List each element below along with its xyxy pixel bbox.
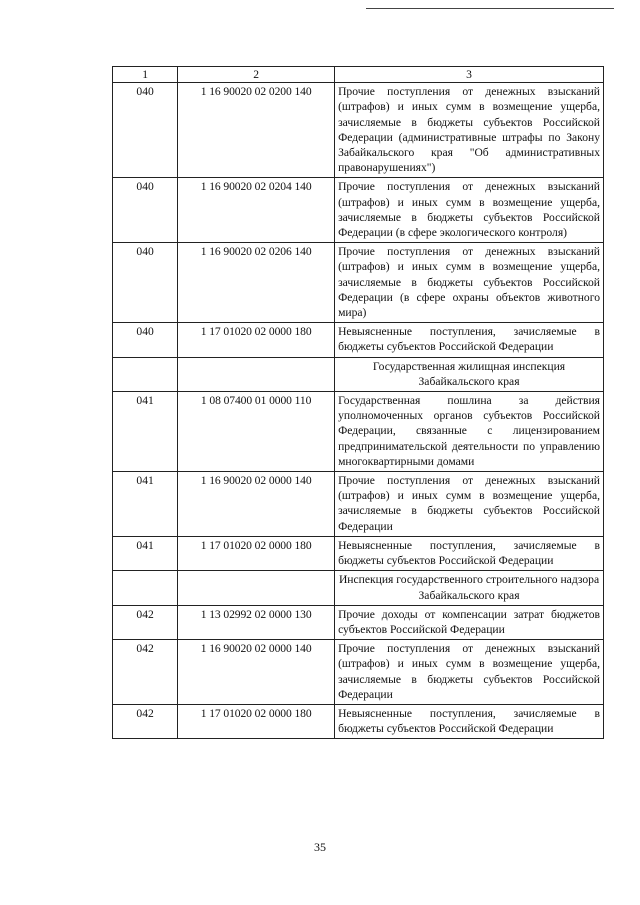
revenue-name-cell: Прочие доходы от компенсации затрат бюджетов субъектов Российской Федерации <box>335 605 604 639</box>
admin-code-cell: 040 <box>113 83 178 178</box>
section-empty-cell <box>178 571 335 605</box>
admin-code-cell: 040 <box>113 323 178 357</box>
revenue-code-cell: 1 17 01020 02 0000 180 <box>178 323 335 357</box>
revenue-name-cell: Невыясненные поступления, зачисляемые в бюджеты субъектов Российской Федерации <box>335 323 604 357</box>
revenue-code-cell: 1 16 90020 02 0200 140 <box>178 83 335 178</box>
revenue-name-cell: Государственная пошлина за действия уполномоченных органов субъектов Российской Федерации, связанные с лицензированием предпринимательской деятельности по управлению многоквартирными домами <box>335 392 604 472</box>
revenue-code-cell: 1 17 01020 02 0000 180 <box>178 536 335 570</box>
revenue-name-cell: Прочие поступления от денежных взысканий (штрафов) и иных сумм в возмещение ущерба, зачисляемые в бюджеты субъектов Российской Федерации <box>335 640 604 705</box>
admin-code-cell: 041 <box>113 536 178 570</box>
page-number: 35 <box>314 840 326 854</box>
header-col-3: 3 <box>335 67 604 83</box>
section-row <box>113 357 604 391</box>
table-row <box>113 605 604 639</box>
revenue-name-cell: Прочие поступления от денежных взысканий (штрафов) и иных сумм в возмещение ущерба, зачисляемые в бюджеты субъектов Российской Федерации (административные штрафы по Закону Забайкальского края "Об административных правонарушениях") <box>335 83 604 178</box>
revenue-code-cell: 1 16 90020 02 0204 140 <box>178 178 335 243</box>
table-row <box>113 323 604 357</box>
section-empty-cell <box>113 357 178 391</box>
budget-revenue-table <box>112 66 604 739</box>
revenue-name-cell: Невыясненные поступления, зачисляемые в бюджеты субъектов Российской Федерации <box>335 704 604 738</box>
revenue-code-cell: 1 16 90020 02 0000 140 <box>178 640 335 705</box>
header-col-2: 2 <box>178 67 335 83</box>
section-row <box>113 571 604 605</box>
table-row <box>113 472 604 537</box>
header-col-1: 1 <box>113 67 178 83</box>
revenue-name-cell: Прочие поступления от денежных взысканий (штрафов) и иных сумм в возмещение ущерба, зачисляемые в бюджеты субъектов Российской Федерации <box>335 472 604 537</box>
top-rule <box>366 8 614 9</box>
admin-code-cell: 040 <box>113 243 178 323</box>
table-row <box>113 704 604 738</box>
table-row <box>113 640 604 705</box>
section-title: Инспекция государственного строительного надзора Забайкальского края <box>335 571 604 605</box>
admin-code-cell: 042 <box>113 640 178 705</box>
revenue-code-cell: 1 13 02992 02 0000 130 <box>178 605 335 639</box>
revenue-code-cell: 1 08 07400 01 0000 110 <box>178 392 335 472</box>
admin-code-cell: 041 <box>113 472 178 537</box>
admin-code-cell: 040 <box>113 178 178 243</box>
table-body <box>113 83 604 739</box>
revenue-name-cell: Прочие поступления от денежных взысканий (штрафов) и иных сумм в возмещение ущерба, зачисляемые в бюджеты субъектов Российской Федерации (в сфере экологического контроля) <box>335 178 604 243</box>
table-row <box>113 243 604 323</box>
table-row <box>113 83 604 178</box>
admin-code-cell: 042 <box>113 605 178 639</box>
revenue-name-cell: Прочие поступления от денежных взысканий (штрафов) и иных сумм в возмещение ущерба, зачисляемые в бюджеты субъектов Российской Федерации (в сфере охраны объектов животного мира) <box>335 243 604 323</box>
revenue-code-cell: 1 17 01020 02 0000 180 <box>178 704 335 738</box>
section-empty-cell <box>178 357 335 391</box>
table-row <box>113 392 604 472</box>
admin-code-cell: 041 <box>113 392 178 472</box>
header-row <box>113 67 604 83</box>
table-row <box>113 536 604 570</box>
section-title: Государственная жилищная инспекция Забайкальского края <box>335 357 604 391</box>
revenue-code-cell: 1 16 90020 02 0206 140 <box>178 243 335 323</box>
admin-code-cell: 042 <box>113 704 178 738</box>
table-row <box>113 178 604 243</box>
revenue-code-cell: 1 16 90020 02 0000 140 <box>178 472 335 537</box>
revenue-name-cell: Невыясненные поступления, зачисляемые в бюджеты субъектов Российской Федерации <box>335 536 604 570</box>
section-empty-cell <box>113 571 178 605</box>
